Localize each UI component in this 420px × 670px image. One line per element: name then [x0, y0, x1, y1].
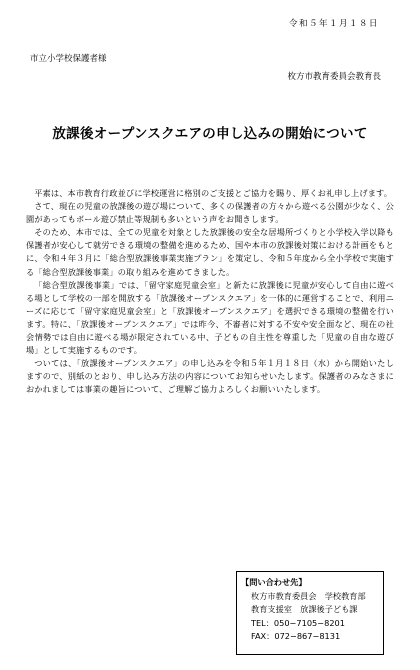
contact-section: 教育支援室 放課後子ども課	[251, 604, 358, 615]
greeting-paragraph: 平素は、本市教育行政並びに学校運営に格別のご支援とご協力を賜り、厚くお礼申し上げます。	[34, 188, 393, 198]
plan-paragraph: そのため、本市では、全ての児童を対象とした放課後の安全な居場所づくりと小学校入学以降も保護者が安心して就労できる環境の整備を進めるため、国や本市の放課後対策における計画をもとに、令和４年３月に「総合型放課後事業実施プラン」を策定し、令和５年度から全小学校で実施する「総合型放課後事業」の取り組みを進めてきました。	[26, 227, 394, 277]
sender: 枚方市教育委員会教育長	[287, 72, 381, 82]
background-paragraph: さて、現在の児童の放課後の遊び場について、多くの保護者の方々から遊べる公園が少なく、公園があってもボール遊び禁止等規制も多いという声をお聞きします。	[26, 201, 394, 225]
contact-tel: TEL：050−7105−8201	[251, 617, 345, 628]
program-paragraph: 「総合型放課後事業」では、「留守家庭児童会室」と新たに放課後に児童が安心して自由に遊べる場として学校の一部を開放する「放課後オープンスクエア」を一体的に運営することで、利用ニーズに応じて「留守家庭児童会室」と「放課後オープンスクエア」を選択できる環境の整備を行います。特に、「放課後オープンスクエア」では昨今、不審者に対する不安や安全面など、現在の社会情勢では自由に遊べる場が限定されている中、子どもの自主性を尊重した「児童の自由な遊び場」として実施するものです。	[26, 279, 394, 356]
application-paragraph: ついては、「放課後オープンスクエア」の申し込みを令和５年１月１８日（水）から開始いたしますので、別紙のとおり、申し込み方法の内容についてお知らせいたします。保護者のみなさまにおかれましては事業の趣旨について、ご理解ご協力よろしくお願いいたします。	[26, 358, 394, 395]
document-title: 放課後オープンスクエアの申し込みの開始について	[52, 126, 368, 142]
letter-body	[26, 187, 394, 397]
contact-department: 枚方市教育委員会 学校教育部	[251, 590, 366, 601]
contact-heading: 【問い合わせ先】	[241, 577, 307, 587]
contact-box	[236, 571, 384, 655]
document-date: 令和５年１月１８日	[288, 19, 379, 29]
addressee: 市立小学校保護者様	[30, 54, 107, 64]
contact-fax: FAX：072−867−8131	[251, 631, 341, 642]
